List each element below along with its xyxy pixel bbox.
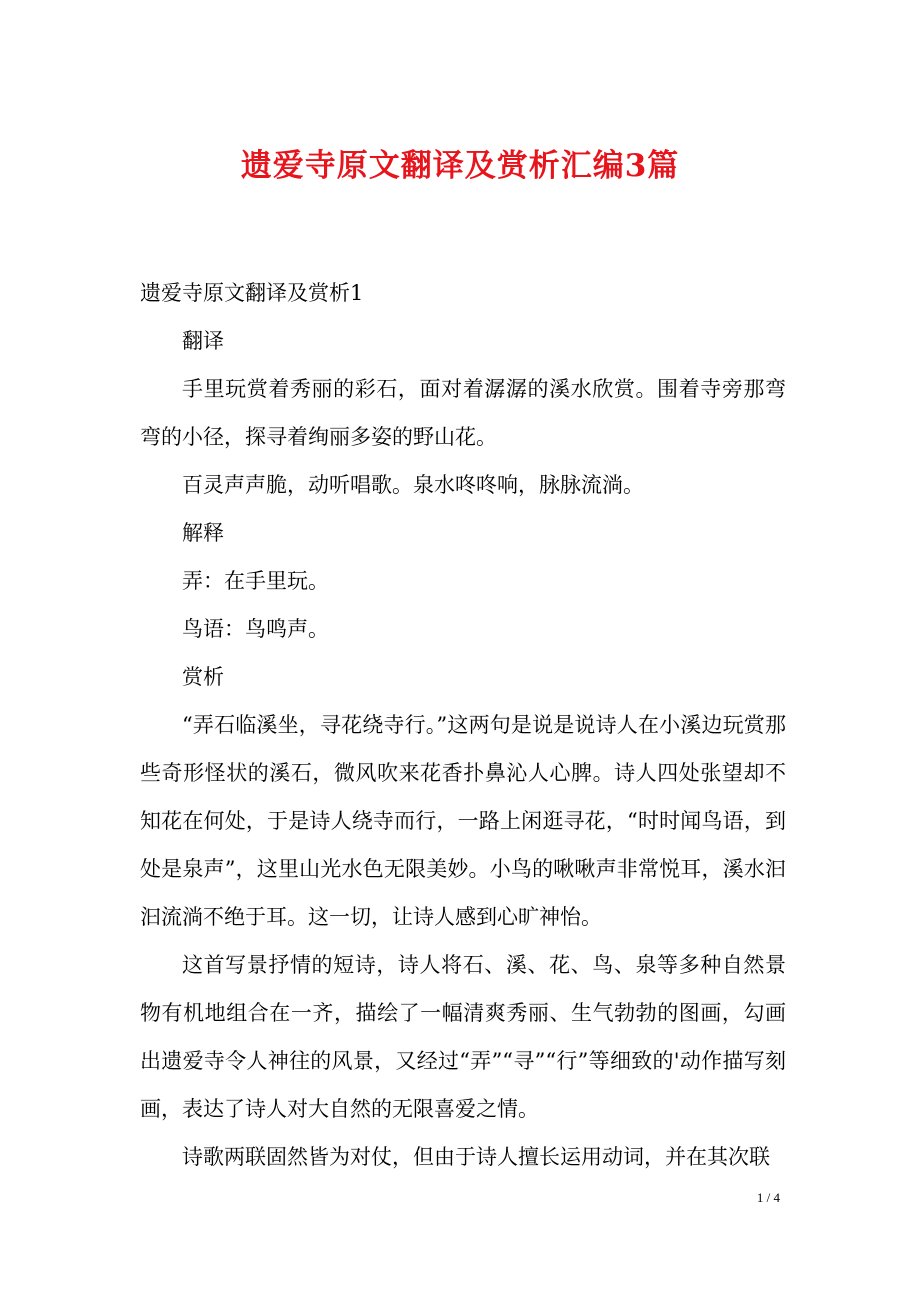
paragraph: 弄：在手里玩。 bbox=[182, 569, 329, 593]
paragraph: 诗歌两联固然皆为对仗，但由于诗人擅长运用动词，并在其次联 bbox=[182, 1145, 770, 1169]
paragraph: “弄石临溪坐，寻花绕寺行。”这两句是说是说诗人在小溪边玩赏那些奇形怪状的溪石，微风吹来花香扑鼻沁人心脾。诗人四处张望却不知花在何处，于是诗人绕寺而行，一路上闲逛寻花，“时时闻鸟语，到处是泉声”，这里山光水色无限美妙。小鸟的啾啾声非常悦耳，溪水汩汩流淌不绝于耳。这一切，让诗人感到心旷神怡。 bbox=[140, 713, 786, 929]
document-body bbox=[140, 269, 786, 1181]
document-title: 遗爱寺原文翻译及赏析汇编3篇 bbox=[240, 148, 680, 184]
page-number: 1 / 4 bbox=[756, 1190, 780, 1205]
paragraph-notes-heading: 解释 bbox=[182, 521, 224, 545]
paragraph: 鸟语：鸟鸣声。 bbox=[182, 617, 329, 641]
paragraph-appreciation-heading: 赏析 bbox=[182, 665, 224, 689]
paragraph: 手里玩赏着秀丽的彩石，面对着潺潺的溪水欣赏。围着寺旁那弯弯的小径，探寻着绚丽多姿的野山花。 bbox=[140, 377, 786, 449]
paragraph: 百灵声声脆，动听唱歌。泉水咚咚响，脉脉流淌。 bbox=[182, 473, 644, 497]
paragraph-translation-heading: 翻译 bbox=[182, 329, 224, 353]
section-heading: 遗爱寺原文翻译及赏析1 bbox=[140, 281, 364, 305]
paragraph: 这首写景抒情的短诗，诗人将石、溪、花、鸟、泉等多种自然景物有机地组合在一齐，描绘了一幅清爽秀丽、生气勃勃的图画，勾画出遗爱寺令人神往的风景，又经过“弄”“寻”“行”等细致的'动作描写刻画，表达了诗人对大自然的无限喜爱之情。 bbox=[140, 953, 786, 1121]
